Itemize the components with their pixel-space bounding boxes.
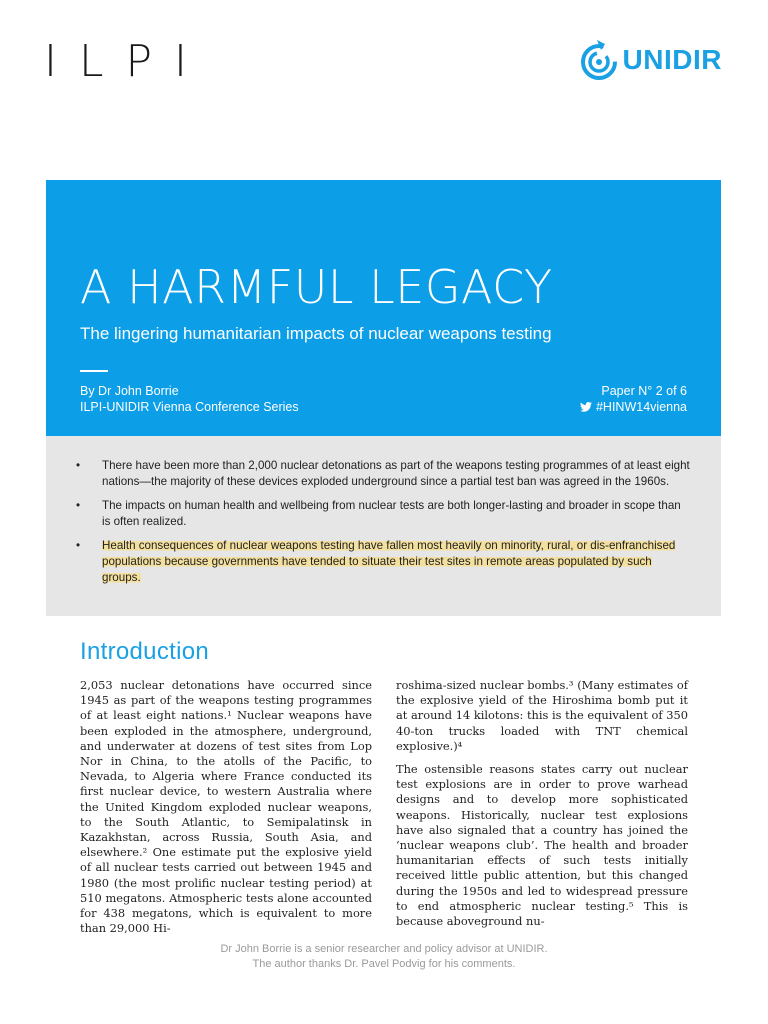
- bullet-marker: •: [76, 459, 81, 472]
- key-points-box: [46, 436, 721, 616]
- author-block: [80, 383, 299, 415]
- unidir-swirl-icon: [579, 38, 619, 82]
- twitter-bird-icon: [580, 402, 592, 412]
- footer-line: The author thanks Dr. Pavel Podvig for his comments.: [252, 958, 516, 970]
- ilpi-logo: ILPI: [44, 36, 209, 87]
- series-line: ILPI-UNIDIR Vienna Conference Series: [80, 400, 299, 414]
- paper-number: Paper N° 2 of 6: [601, 384, 687, 398]
- body-paragraph: roshima-sized nuclear bombs.³ (Many estimates of the explosive yield of the Hiroshima bomb put it at around 14 kilotons: this is the equivalent of 350 40-ton trucks loaded with TNT chemical explosive.)⁴: [396, 678, 688, 753]
- hero-banner: [46, 180, 721, 436]
- author-line: By Dr John Borrie: [80, 384, 179, 398]
- section-heading-introduction: Introduction: [80, 638, 210, 665]
- key-point-text: The impacts on human health and wellbeing from nuclear tests are both longer-lasting and broader in scope than is often realized.: [102, 499, 681, 528]
- key-point-text-highlighted: Health consequences of nuclear weapons testing have fallen most heavily on minority, rural, or dis-enfranchised populations because governments have tended to situate their test sites in remote areas populated by such groups.: [102, 539, 676, 584]
- footer-line: Dr John Borrie is a senior researcher and policy advisor at UNIDIR.: [220, 943, 548, 955]
- hashtag-line: [580, 399, 687, 415]
- title-divider: [80, 370, 108, 372]
- unidir-logo: [579, 38, 722, 82]
- unidir-logo-text: UNIDIR: [622, 44, 722, 75]
- author-note-footer: [0, 942, 768, 972]
- key-point-item: [76, 458, 690, 490]
- body-column-right: [396, 678, 688, 937]
- document-subtitle: The lingering humanitarian impacts of nuclear weapons testing: [80, 324, 552, 343]
- body-paragraph: The ostensible reasons states carry out nuclear test explosions are in order to prove warhead designs and to develop more sophisticated weapons. Historically, nuclear test explosions have also signaled that a country has joined the ‘nuclear weapons club’. The health and broader humanitarian effects of such tests initially received little public attention, but this changed during the 1950s and led to widespread pressure to end atmospheric nuclear testing.⁵ This is because aboveground nu-: [396, 762, 688, 929]
- hashtag-text: #HINW14vienna: [595, 400, 687, 414]
- key-point-item: [76, 538, 690, 586]
- bullet-marker: •: [76, 539, 81, 552]
- body-column-left: [80, 678, 372, 944]
- paper-info: [580, 383, 687, 416]
- body-paragraph: 2,053 nuclear detonations have occurred since 1945 as part of the weapons testing programmes of at least eight nations.¹ Nuclear weapons have been exploded in the atmosphere, underground, and underwater at dozens of test sites from Lop Nor in China, to the atolls of the Pacific, to Nevada, to Algeria where France conducted its first nuclear device, to western Australia where the United Kingdom exploded nuclear weapons, to the South Atlantic, to Semipalatinsk in Kazakhstan, across Russia, South Asia, and elsewhere.² One estimate put the explosive yield of all nuclear tests carried out between 1945 and 1980 (the most prolific nuclear testing period) at 510 megatons. Atmospheric tests alone accounted for 438 megatons, which is equivalent to more than 29,000 Hi-: [80, 678, 372, 936]
- key-points-list: [76, 458, 690, 594]
- key-point-text: There have been more than 2,000 nuclear detonations as part of the weapons testing programmes of at least eight nations—the majority of these devices exploded underground since a partial test ban was agreed in the 1960s.: [102, 459, 690, 488]
- document-title: A HARMFUL LEGACY: [80, 260, 553, 314]
- bullet-marker: •: [76, 499, 81, 512]
- key-point-item: [76, 498, 690, 530]
